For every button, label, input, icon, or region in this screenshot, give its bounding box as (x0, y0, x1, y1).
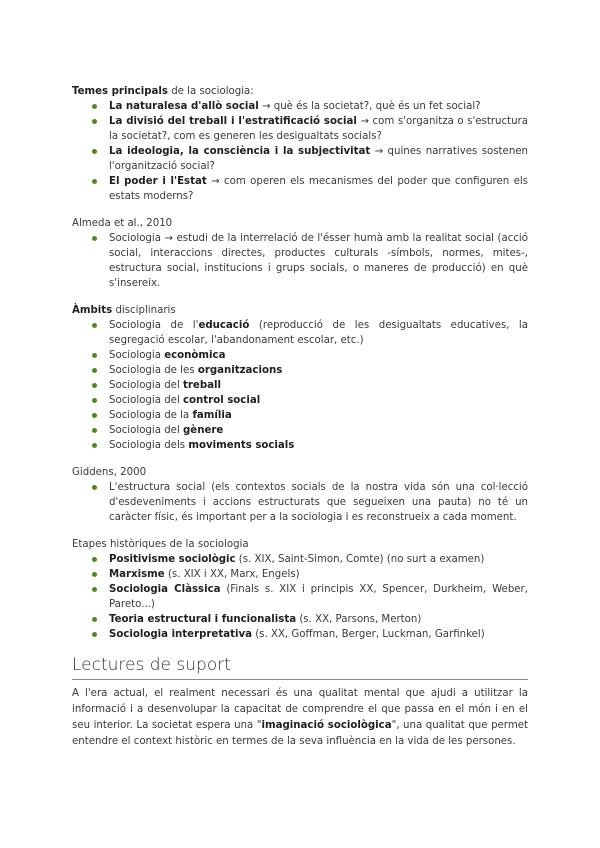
list-item: L'estructura social (els contextos socials de la nostra vida són una col·lecció d'esdeveniments i accions estructurats que segueixen una pauta) no té un caràcter físic, és important per a la sociologia i es reconstrueix a cada moment. (72, 480, 528, 525)
list-item: Sociologia de la família (72, 408, 528, 423)
list-item: Positivisme sociològic (s. XIX, Saint-Simon, Comte) (no surt a examen) (72, 552, 528, 567)
list-item: Sociologia del control social (72, 393, 528, 408)
list-item: Sociologia dels moviments socials (72, 438, 528, 453)
ambits-section (72, 303, 528, 453)
ambits-list (72, 318, 528, 453)
list-item: Sociologia del treball (72, 378, 528, 393)
giddens-title: Giddens, 2000 (72, 467, 147, 478)
list-item: El poder i l'Estat → com operen els mecanismes del poder que configuren els estats moderns? (72, 174, 528, 204)
list-item: Sociologia econòmica (72, 348, 528, 363)
list-item: Sociologia interpretativa (s. XX, Goffman, Berger, Luckman, Garfinkel) (72, 627, 528, 642)
temes-list (72, 99, 528, 204)
temes-section (72, 84, 528, 204)
list-item: Sociologia → estudi de la interrelació de l'ésser humà amb la realitat social (acció social, interaccions directes, productes culturals -símbols, normes, mites-, estructura social, institucions i grups socials, o maneres de producció) en què s'insereix. (72, 231, 528, 291)
lectures-section (72, 654, 528, 750)
etapes-section (72, 537, 528, 642)
lectures-paragraph: A l'era actual, el realment necessari és una qualitat mental que ajudi a utilitzar la informació i a desenvolupar la capacitat de comprendre el que passa en el món i en el seu interior. La societat espera una "imaginació sociològica", una qualitat que permet entendre el context històric en termes de la seva influència en la vida de les persones. (72, 688, 528, 747)
list-item: La ideologia, la consciència i la subjectivitat → quines narratives sostenen l'organització social? (72, 144, 528, 174)
document-page (72, 84, 528, 750)
almeda-title: Almeda et al., 2010 (72, 218, 173, 229)
ambits-title: Àmbits disciplinaris (72, 305, 176, 316)
list-item: Marxisme (s. XIX i XX, Marx, Engels) (72, 567, 528, 582)
list-item: Sociologia de les organitzacions (72, 363, 528, 378)
almeda-list (72, 231, 528, 291)
list-item: Sociologia de l'educació (reproducció de les desigualtats educatives, la segregació escolar, l'abandonament escolar, etc.) (72, 318, 528, 348)
list-item: Teoria estructural i funcionalista (s. XX, Parsons, Merton) (72, 612, 528, 627)
almeda-section (72, 216, 528, 291)
etapes-list (72, 552, 528, 642)
etapes-title: Etapes històriques de la sociologia (72, 539, 249, 550)
list-item: La divisió del treball i l'estratificació social → com s'organitza o s'estructura la societat?, com es generen les desigualtats socials? (72, 114, 528, 144)
giddens-list (72, 480, 528, 525)
temes-title: Temes principals de la sociologia: (72, 86, 254, 97)
list-item: Sociologia del gènere (72, 423, 528, 438)
giddens-section (72, 465, 528, 525)
section-heading: Lectures de suport (72, 654, 528, 680)
list-item: La naturalesa d'allò social → què és la societat?, què és un fet social? (72, 99, 528, 114)
list-item: Sociologia Clàssica (Finals s. XIX i principis XX, Spencer, Durkheim, Weber, Pareto...) (72, 582, 528, 612)
